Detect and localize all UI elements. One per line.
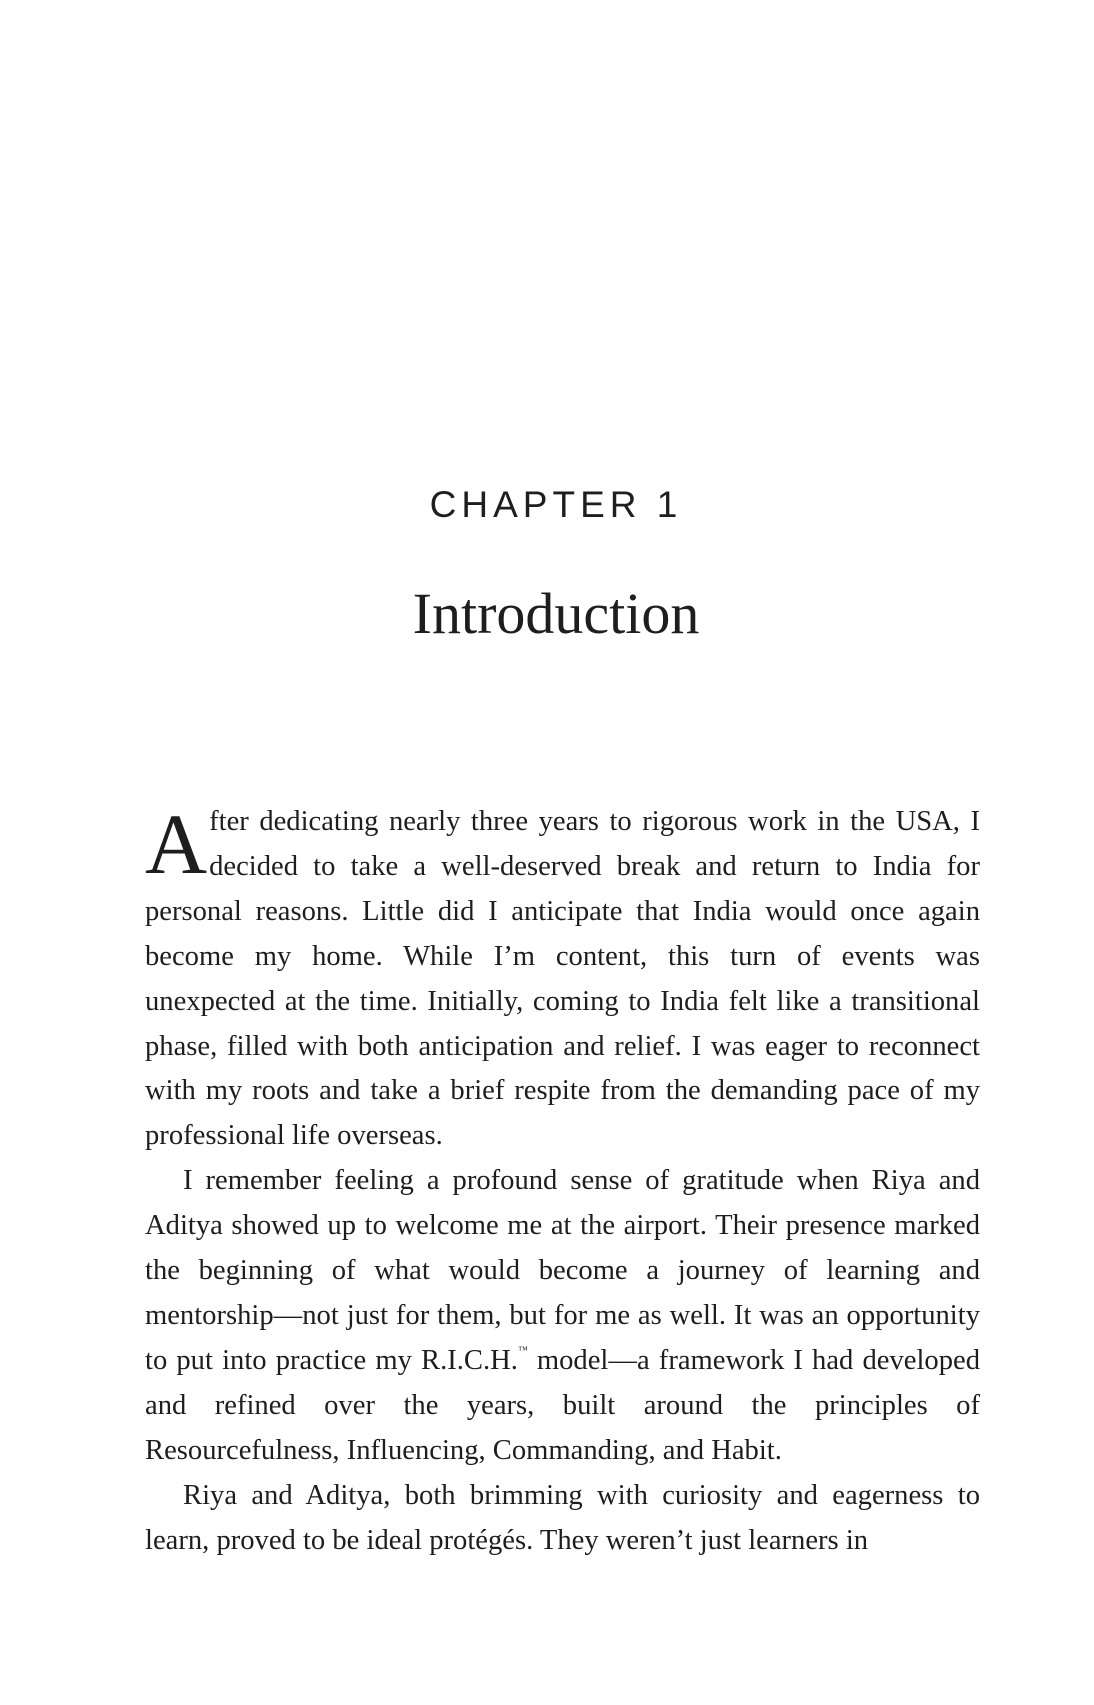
paragraph-2	[145, 1159, 980, 1473]
paragraph-2-text-a: I remember feeling a profound sense of gratitude when Riya and Aditya showed up to welcome me at the airport. Their presence marked the beginning of what would become a journey of learning and mentorship—not just for them, but for me as well. It was an opportunity to put into practice my R.I.C.H.	[145, 1165, 980, 1376]
paragraph-2-text-b: model—a framework I had developed and refined over the years, built around the principles of Resourcefulness, Influencing, Commanding, and Habit.	[145, 1344, 980, 1466]
paragraph-3: Riya and Aditya, both brimming with curiosity and eagerness to learn, proved to be ideal protégés. They weren’t just learners in	[145, 1479, 980, 1556]
trademark-symbol: ™	[517, 1344, 528, 1356]
drop-cap: A	[145, 796, 208, 892]
paragraph-1-text: fter dedicating nearly three years to rigorous work in the USA, I decided to take a well-deserved break and return to India for personal reasons. Little did I anticipate that India would once again become my home. While I’m content, this turn of events was unexpected at the time. Initially, coming to India felt like a transitional phase, filled with both anticipation and relief. I was eager to reconnect with my roots and take a brief respite from the demanding pace of my professional life overseas.	[145, 806, 980, 1152]
chapter-number: CHAPTER 1	[429, 484, 683, 525]
paragraph-1	[145, 796, 980, 1159]
chapter-body	[145, 796, 980, 1563]
chapter-title: Introduction	[412, 581, 700, 646]
